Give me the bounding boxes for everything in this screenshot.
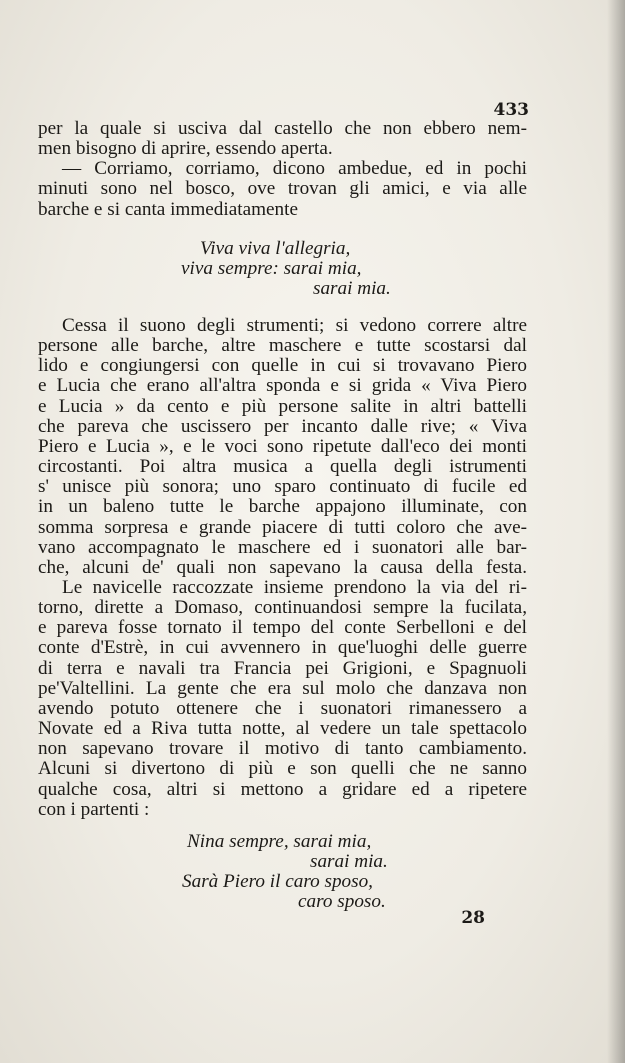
signature-mark: 28 [461, 908, 485, 928]
verse-line: caro sposo. [298, 891, 386, 912]
text-line: torno, dirette a Domaso, continuandosi sempre la fucilata, [38, 597, 527, 619]
text-line: con i partenti : [38, 798, 150, 820]
text-line: di terra e navali tra Francia pei Grigioni, e Spagnuoli [38, 657, 527, 679]
text-line: qualche cosa, altri si mettono a gridare ed a ripetere [38, 778, 527, 800]
text-line: barche e si canta immediatamente [38, 198, 298, 220]
verse-line: sarai mia. [310, 851, 388, 872]
text-line: in un baleno tutte le barche appajono illuminate, con [38, 496, 527, 518]
paragraph-3 [38, 578, 527, 820]
verse-line: viva sempre: sarai mia, [181, 258, 362, 279]
text-line: e Lucia » da cento e più persone salite in altri battelli [38, 395, 527, 417]
text-line: e Lucia che erano all'altra sponda e si grida « Viva Piero [38, 375, 527, 397]
text-line: che, alcuni de' quali non sapevano la causa della festa. [38, 556, 527, 578]
text-line: Cessa il suono degli strumenti; si vedono correre altre [62, 315, 527, 336]
page-number: 433 [493, 100, 529, 120]
text-line: avendo potuto ottenere che i suonatori rimanessero a [38, 697, 527, 719]
text-line: vano accompagnato le maschere ed i suonatori alle bar- [38, 536, 527, 558]
text-line: persone alle barche, altre maschere e tutte scostarsi dal [38, 335, 527, 357]
text-line: Novate ed a Riva tutta notte, al vedere un tale spettacolo [38, 718, 527, 740]
text-line: — Corriamo, corriamo, dicono ambedue, ed in pochi [62, 158, 527, 180]
paragraph-2 [38, 316, 527, 578]
text-line: non sapevano trovare il motivo di tanto cambiamento. [38, 738, 527, 760]
text-line: che pareva che uscissero per incanto dalle rive; « Viva [38, 415, 527, 437]
paragraph-1 [38, 119, 527, 220]
text-line: e pareva fosse tornato il tempo del conte Serbelloni e del [38, 617, 527, 639]
verse-line: Nina sempre, sarai mia, [187, 831, 372, 852]
text-line: minuti sono nel bosco, ove trovan gli amici, e via alle [38, 178, 527, 200]
verse-line: Viva viva l'allegria, [200, 238, 351, 259]
text-line: Piero e Lucia », e le voci sono ripetute dall'eco dei monti [38, 435, 527, 457]
text-line: conte d'Estrè, in cui avvennero in que'luoghi delle guerre [38, 637, 527, 659]
text-line: Le navicelle raccozzate insieme prendono la via del ri- [62, 577, 527, 598]
text-line: pe'Valtellini. La gente che era sul molo che danzava non [38, 677, 527, 699]
text-line: somma sorpresa e grande piacere di tutti coloro che ave- [38, 516, 527, 538]
verse-line: Sarà Piero il caro sposo, [182, 871, 373, 892]
text-line: men bisogno di aprire, essendo aperta. [38, 138, 333, 160]
spine-shadow [607, 0, 625, 1063]
text-line: lido e congiungersi con quelle in cui si trovavano Piero [38, 355, 527, 377]
text-line: s' unisce più sonora; uno sparo continuato di fucile ed [38, 476, 527, 498]
text-line: per la quale si usciva dal castello che non ebbero nem- [38, 118, 527, 139]
text-line: Alcuni si divertono di più e son quelli che ne sanno [38, 758, 527, 780]
text-line: circostanti. Poi altra musica a quella degli istrumenti [38, 456, 527, 478]
verse-line: sarai mia. [313, 278, 391, 299]
